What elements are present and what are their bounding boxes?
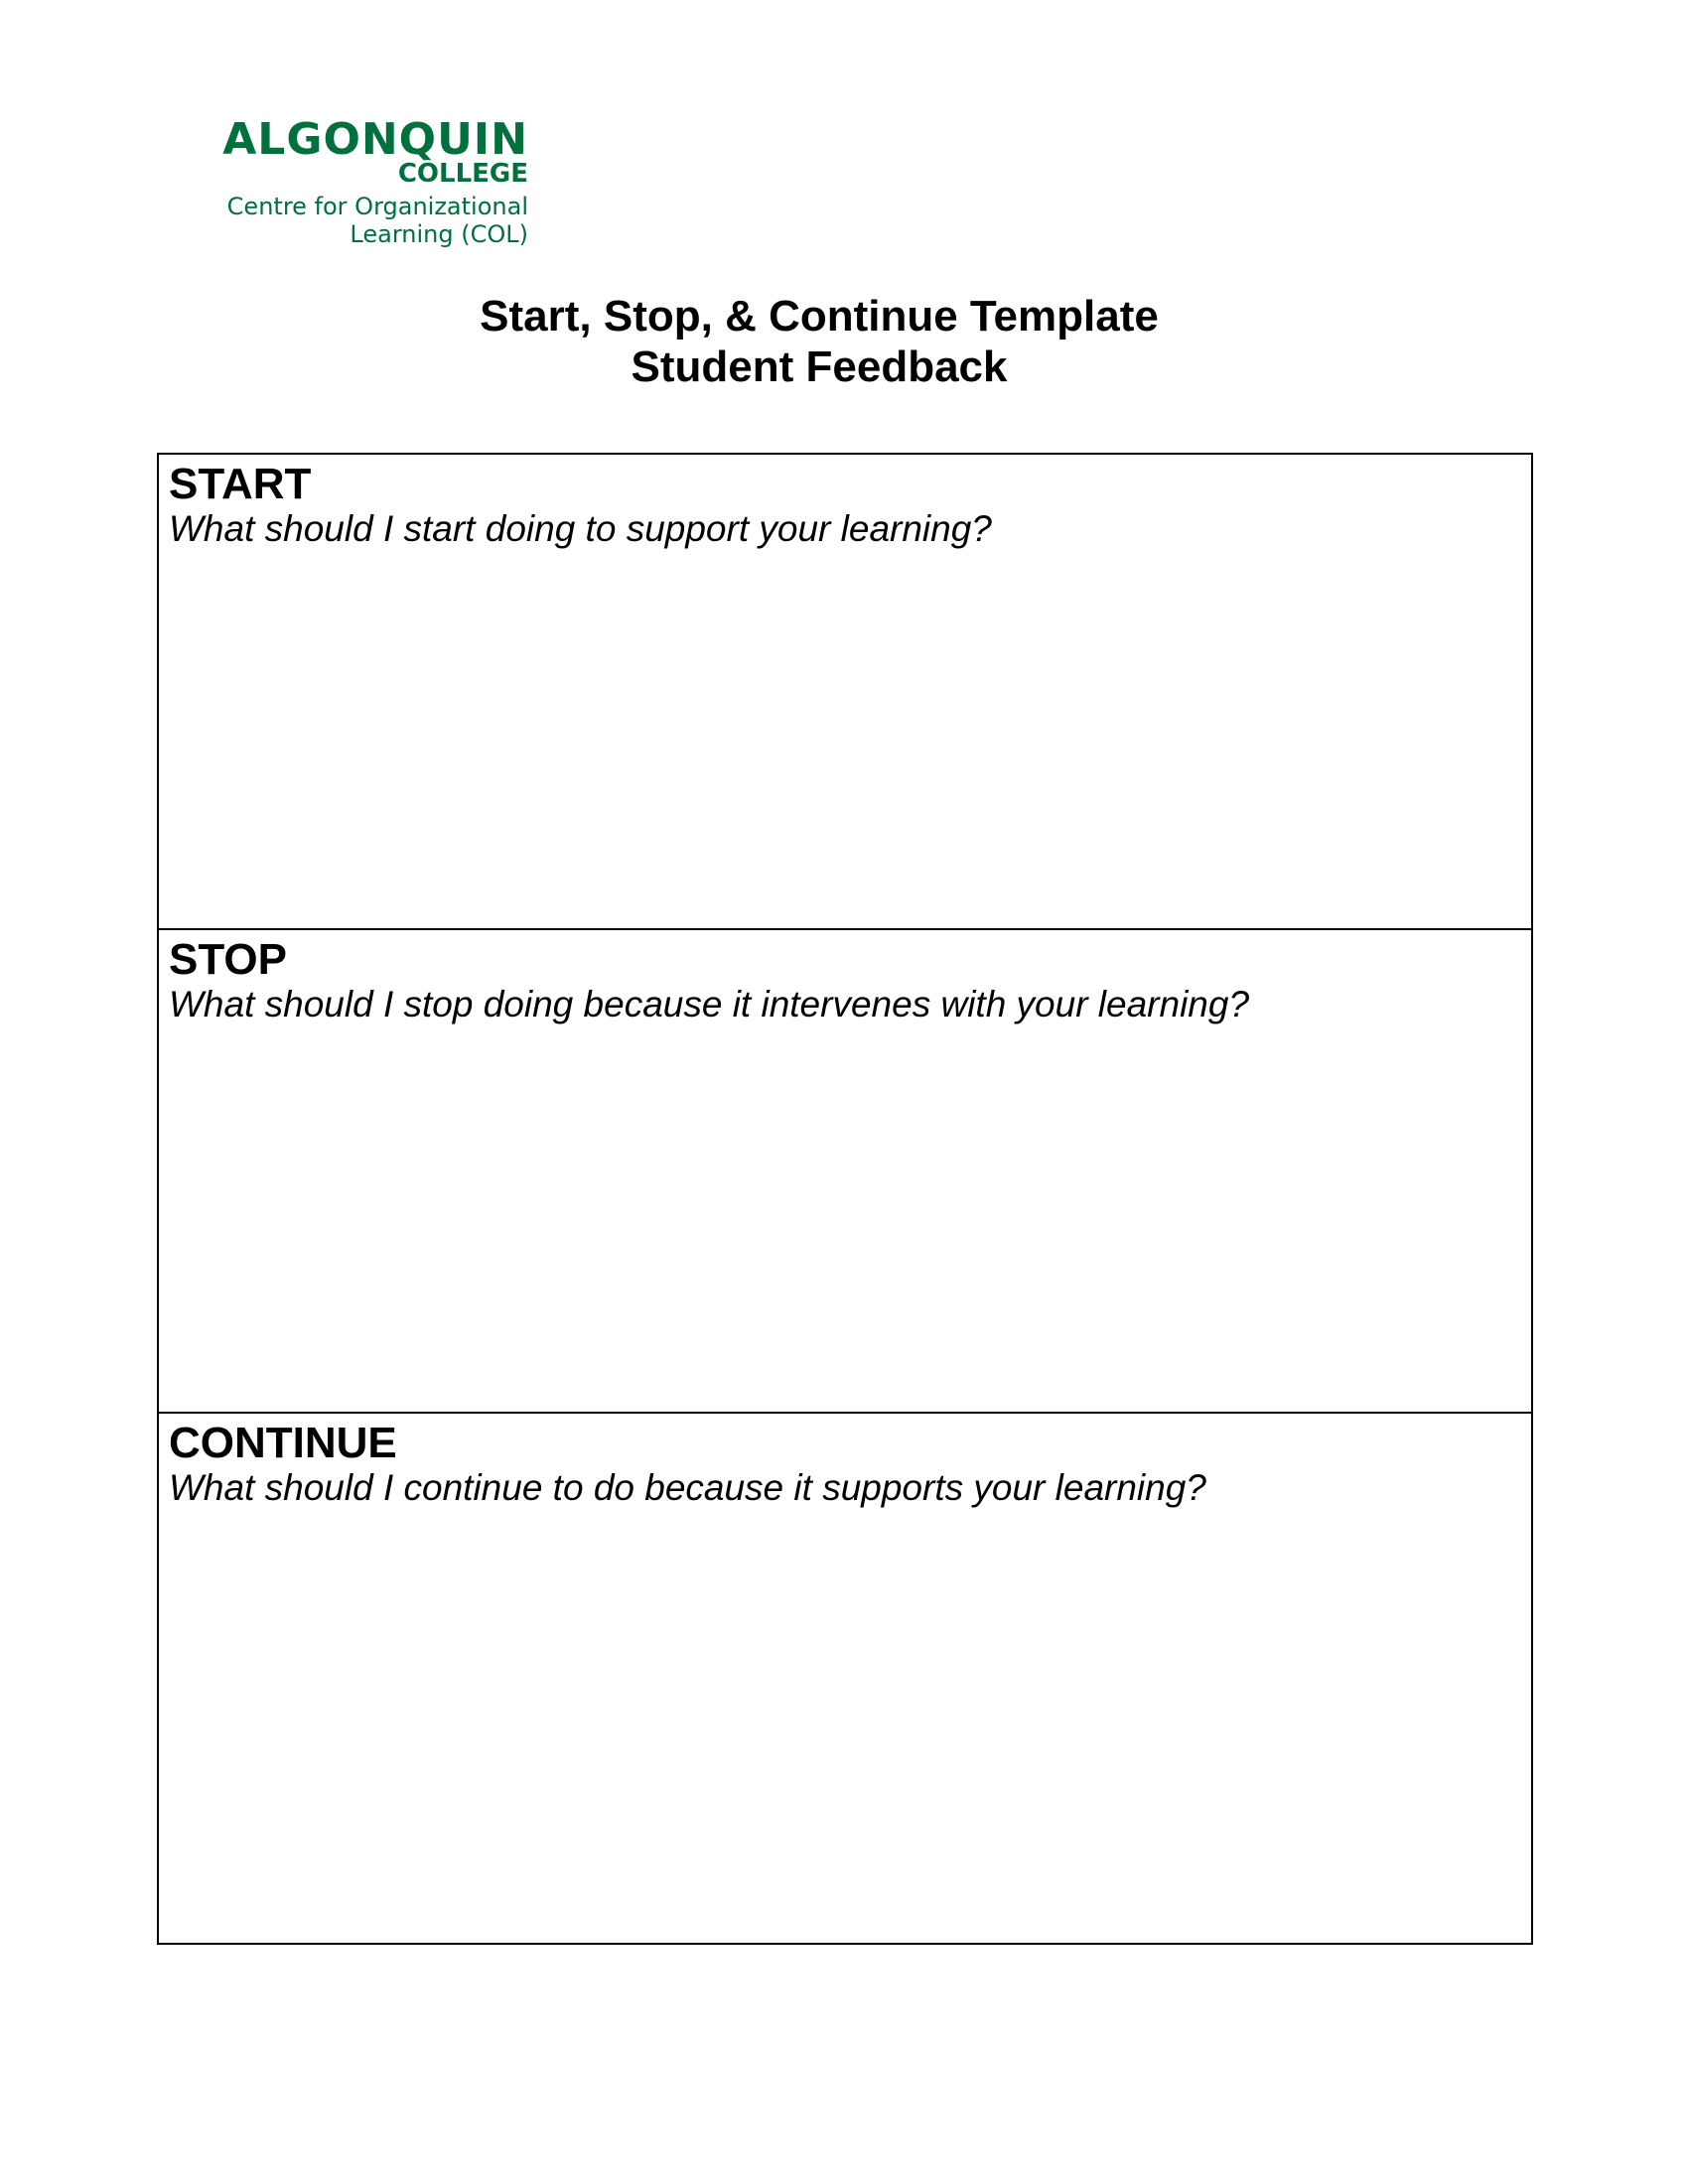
continue-prompt: What should I continue to do because it supports your learning? xyxy=(169,1467,1206,1508)
start-heading: START xyxy=(169,460,312,508)
page-title: Start, Stop, & Continue Template xyxy=(480,292,1159,341)
stop-prompt: What should I stop doing because it intervenes with your learning? xyxy=(169,984,1250,1024)
stop-section xyxy=(159,928,1531,1412)
start-response-area[interactable] xyxy=(169,560,1499,917)
feedback-table xyxy=(157,453,1533,1945)
logo-unit-line2: Learning (COL) xyxy=(350,220,528,248)
logo-unit-line1: Centre for Organizational xyxy=(226,193,528,220)
continue-response-area[interactable] xyxy=(169,1519,1499,1876)
start-prompt: What should I start doing to support your learning? xyxy=(169,508,992,549)
stop-response-area[interactable] xyxy=(169,1035,1499,1393)
college-logo xyxy=(218,114,536,248)
page-title-block xyxy=(0,291,1638,392)
page-subtitle: Student Feedback xyxy=(631,342,1008,391)
continue-section xyxy=(159,1412,1531,1943)
stop-heading: STOP xyxy=(169,935,288,984)
continue-heading: CONTINUE xyxy=(169,1419,397,1467)
logo-wordmark: ALGONQUIN xyxy=(222,114,528,165)
start-section xyxy=(159,455,1531,928)
logo-college-text: COLLEGE xyxy=(397,159,528,189)
